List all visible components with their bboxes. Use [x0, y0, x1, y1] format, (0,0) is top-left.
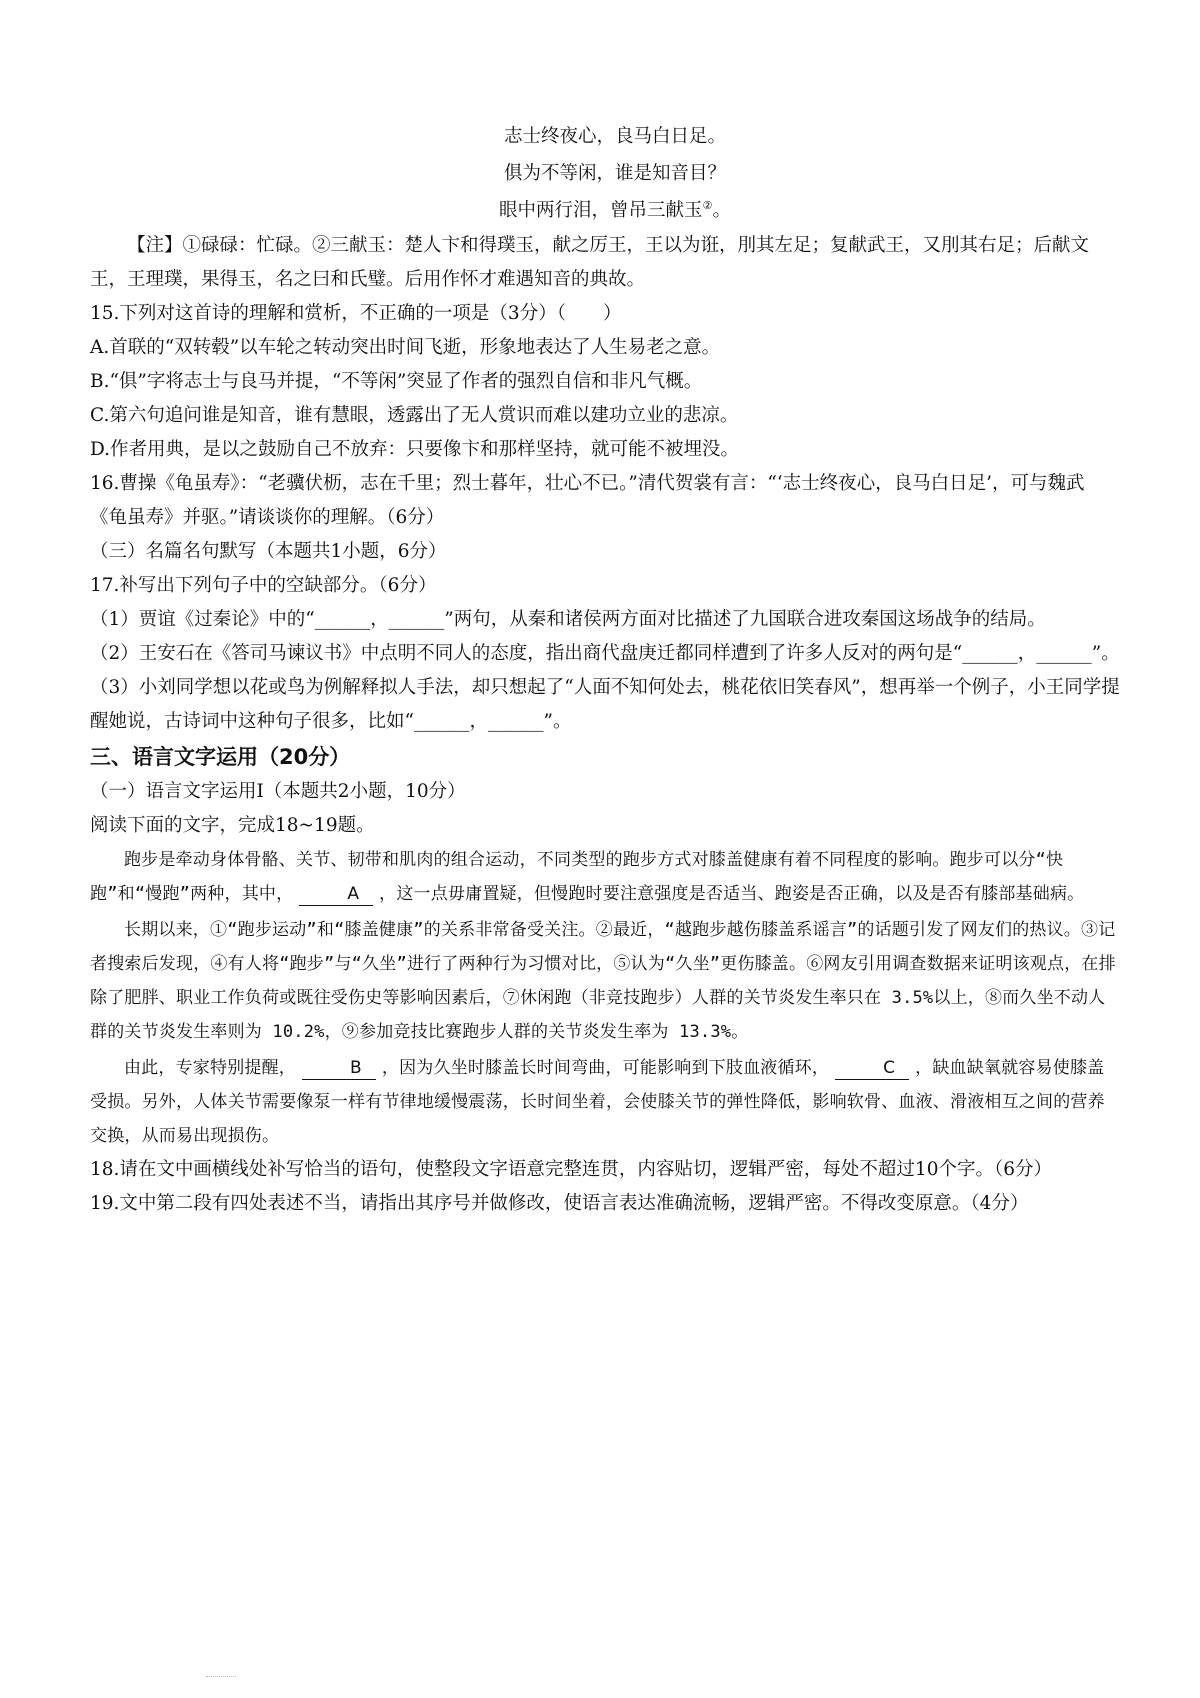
- annotation-note: 【注】①碌碌：忙碌。②三献玉：楚人卞和得璞玉，献之厉王，王以为诳，刖其左足；复献武王，又刖其右足；后献文王，王理璞，果得玉，名之曰和氏璧。后用作怀才难遇知音的典故。: [90, 235, 1090, 290]
- passage-text: 跑步是牵动身体骨骼、关节、韧带和肌肉的组合运动，不同类型的跑步方式对膝盖健康有着不同程度的影响。跑步可以分“快跑”和“慢跑”两种，其中，: [90, 850, 1064, 904]
- question-17-item-2: [90, 637, 1120, 671]
- part-3-heading: （三）名篇名句默写（本题共1小题，6分）: [90, 541, 447, 562]
- question-15-option-d: D.作者用典，是以之鼓励自己不放弃：只要像卞和那样坚持，就可能不被埋没。: [90, 439, 740, 460]
- fill-blank: ______: [962, 643, 1018, 664]
- poem-line-text: 眼中两行泪，曾吊三献玉: [499, 200, 703, 221]
- question-15-option-a: A.首联的“双转毂”以车轮之转动突出时间飞逝，形象地表达了人生易老之意。: [90, 337, 721, 358]
- exam-page: [90, 118, 1120, 1221]
- poem-line: [110, 192, 1120, 229]
- passage-paragraph-1: [90, 843, 1120, 911]
- passage-text: ，因为久坐时膝盖长时间弯曲，可能影响到下肢血液循环，: [381, 1058, 830, 1078]
- blank-c: C: [835, 1057, 909, 1080]
- item-text: （3）小刘同学想以花或鸟为例解释拟人手法，却只想起了“人面不知何处去，桃花依旧笑春风”，想再举一个例子，小王同学提醒她说，古诗词中这种句子很多，比如“: [90, 677, 1120, 732]
- question-15-stem: 15.下列对这首诗的理解和赏析，不正确的一项是（3分）（ ）: [90, 303, 622, 324]
- blank-b: B: [302, 1057, 376, 1080]
- footer-dots: [206, 1672, 236, 1677]
- footnote-marker: ②: [702, 198, 713, 212]
- fill-blank: ______: [314, 609, 371, 630]
- fill-blank: ______: [1036, 643, 1092, 664]
- item-text: （2）王安石在《答司马谏议书》中点明不同人的态度，指出商代盘庚迁都同样遭到了许多人反对的两句是“: [90, 643, 963, 664]
- question-19: 19.文中第二段有四处表述不当，请指出其序号并做修改，使语言表达准确流畅，逻辑严密。不得改变原意。（4分）: [90, 1193, 1029, 1214]
- question-17-stem: 17.补写出下列句子中的空缺部分。（6分）: [90, 575, 437, 596]
- poem-line: 志士终夜心，良马白日足。: [503, 126, 726, 147]
- item-text: ”。: [1091, 643, 1120, 664]
- item-separator: ，: [370, 609, 389, 630]
- question-17-item-3: [90, 671, 1120, 739]
- question-16: 16.曹操《龟虽寿》：“老骥伏枥，志在千里；烈士暮年，壮心不已。”清代贺裳有言：“‘志士终夜心，良马白日足’，可与魏武《龟虽寿》并驱。”请谈谈你的理解。（6分）: [90, 473, 1085, 528]
- item-text: （1）贾谊《过秦论》中的“: [90, 609, 315, 630]
- question-17-item-1: [90, 603, 1120, 637]
- section-3-subheading: （一）语言文字运用Ⅰ（本题共2小题，10分）: [90, 781, 466, 802]
- passage-paragraph-3: [90, 1051, 1120, 1153]
- item-text: ”。: [543, 711, 572, 732]
- section-3-title: 三、语言文字运用（20分）: [90, 745, 351, 769]
- blank-a: A: [299, 883, 373, 906]
- poem: [90, 118, 1120, 229]
- fill-blank: ______: [487, 711, 544, 732]
- passage-paragraph-2: 长期以来，①“跑步运动”和“膝盖健康”的关系非常备受关注。②最近，“越跑步越伤膝盖系谣言”的话题引发了网友们的热议。③记者搜索后发现，④有人将“跑步”与“久坐”进行了两种行为习惯对比，⑤认为“久坐”更伤膝盖。⑥网友引用调查数据来证明该观点，在排除了肥胖、职业工作负荷或既往受伤史等影响因素后，⑦休闲跑（非竞技跑步）人群的关节炎发生率只在 3.5%以上，⑧而久坐不动人群的关节炎发生率则为 10.2%，⑨参加竞技比赛跑步人群的关节炎发生率为 13.3%。: [90, 920, 1116, 1042]
- passage-text: 由此，专家特别提醒，: [124, 1058, 296, 1078]
- question-18: 18.请在文中画横线处补写恰当的语句，使整段文字语意完整连贯，内容贴切，逻辑严密，每处不超过10个字。（6分）: [90, 1159, 1052, 1180]
- item-text: ”两句，从秦和诸侯两方面对比描述了九国联合进攻秦国这场战争的结局。: [444, 609, 1046, 630]
- passage-text: ，这一点毋庸置疑，但慢跑时要注意强度是否适当、跑姿是否正确，以及是否有膝部基础病。: [379, 884, 1085, 904]
- item-separator: ，: [1017, 643, 1037, 664]
- item-separator: ，: [469, 711, 488, 732]
- poem-line-end: 。: [712, 200, 731, 221]
- question-15-option-c: C.第六句追问谁是知音，谁有慧眼，透露出了无人赏识而难以建功立业的悲凉。: [90, 405, 739, 426]
- fill-blank: ______: [413, 711, 470, 732]
- reading-instruction: 阅读下面的文字，完成18~19题。: [90, 815, 375, 836]
- poem-line: 俱为不等闲，谁是知音目？: [503, 163, 726, 184]
- question-15-option-b: B.“俱”字将志士与良马并提，“不等闲”突显了作者的强烈自信和非凡气概。: [90, 371, 703, 392]
- passage-text: ，缺血缺氧就容易使膝盖受损。另外，人体关节需要像泵一样有节律地缓慢震荡，长时间坐着，会使膝关节的弹性降低，影响软骨、血液、滑液相互之间的营养交换，从而易出现损伤。: [90, 1058, 1105, 1146]
- fill-blank: ______: [388, 609, 445, 630]
